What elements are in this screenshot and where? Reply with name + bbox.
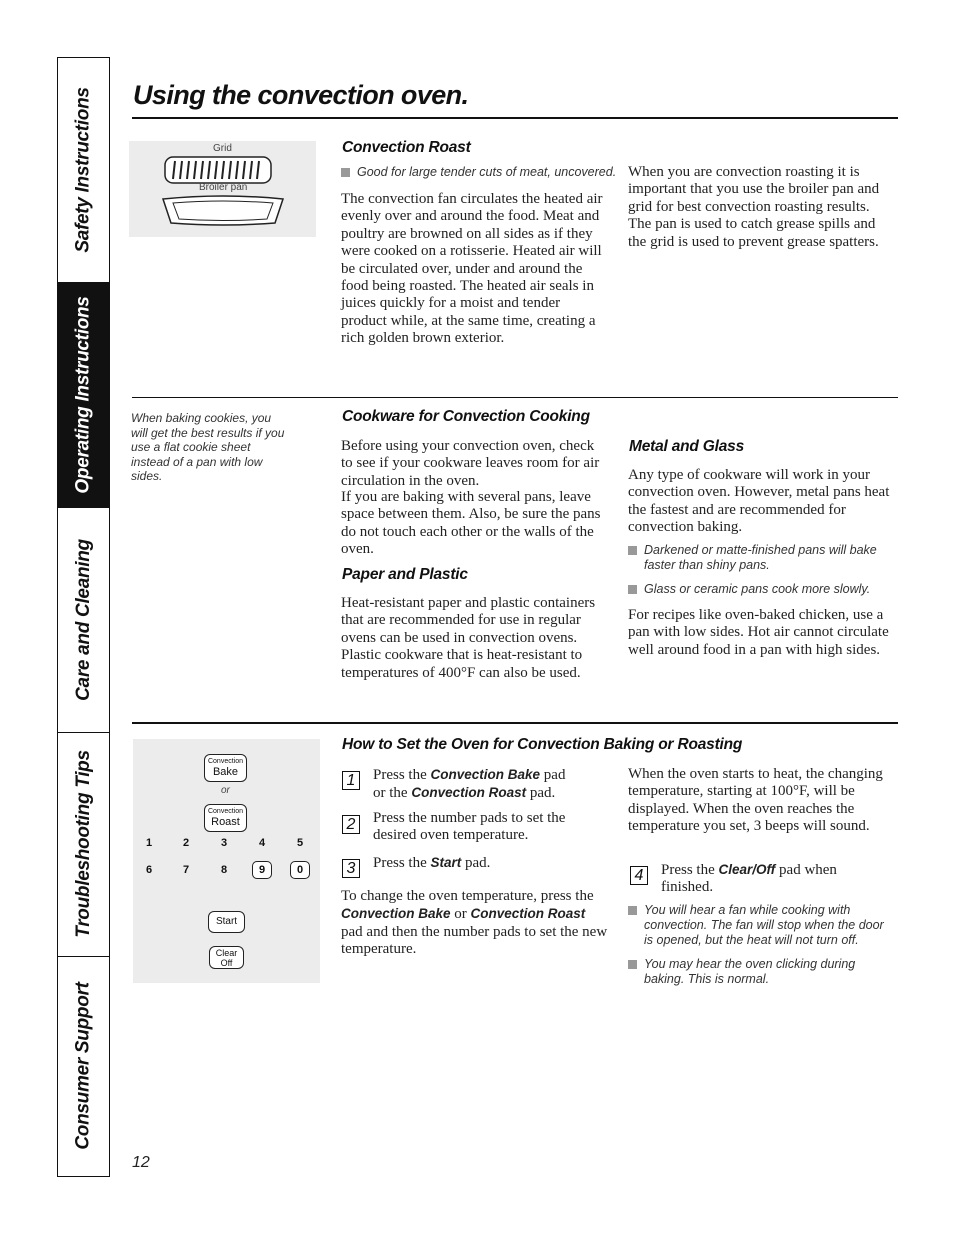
digit-pad-6[interactable]: 6: [145, 864, 153, 876]
broiler-pan-icon: [159, 193, 287, 229]
bullet-square-icon: [628, 960, 637, 969]
clear-label: Clear: [215, 948, 238, 958]
bullet-square-icon: [628, 585, 637, 594]
tab-safety-instructions[interactable]: [58, 58, 109, 283]
roast-tip: [341, 165, 621, 180]
bullet-square-icon: [341, 168, 350, 177]
step-1-keyword-2: Convection Roast: [411, 785, 527, 801]
digit-pad-4[interactable]: 4: [258, 837, 266, 849]
digit-pad-9[interactable]: 9: [252, 861, 272, 879]
digit-pad-8[interactable]: 8: [220, 864, 228, 876]
page-number: 12: [132, 1154, 150, 1171]
tab-label: Operating Instructions: [72, 296, 94, 494]
roast-tip-text: Good for large tender cuts of meat, uncovered.: [357, 165, 617, 179]
grid-label: Grid: [213, 143, 232, 154]
digit-pad-2[interactable]: 2: [182, 837, 190, 849]
metal-bullet-2: [628, 582, 890, 597]
tab-label: Safety Instructions: [72, 87, 94, 253]
step-3-a: Press the: [373, 855, 431, 871]
paper-plastic-heading: Paper and Plastic: [342, 566, 468, 583]
step-1-a: Press the: [373, 767, 431, 783]
metal-glass-heading: Metal and Glass: [629, 438, 745, 455]
change-b: or: [450, 906, 471, 923]
section-divider: [132, 722, 898, 724]
step-4-a: Press the: [661, 862, 719, 878]
broiler-pan-illustration: [129, 141, 316, 237]
change-temperature-text: [341, 888, 609, 959]
grid-icon: [163, 155, 275, 185]
step-4-b: pad when finished.: [661, 862, 837, 896]
fan-bullet-text: You will hear a fan while cooking with convection. The fan will stop when the door is opened, but the heat will not turn off.: [644, 903, 884, 947]
convection-bake-pad[interactable]: [204, 754, 247, 782]
change-a: To change the oven temperature, press the: [341, 888, 594, 904]
step-4-number: 4: [630, 866, 648, 885]
tab-label: Troubleshooting Tips: [72, 750, 94, 938]
convection-small-label: Convection: [207, 758, 244, 765]
step-1-c: or the: [373, 785, 412, 802]
metal-bullet-1-text: Darkened or matte-finished pans will bake faster than shiny pans.: [644, 543, 877, 572]
roast-label: Roast: [211, 816, 240, 828]
digit-pad-5[interactable]: 5: [296, 837, 304, 849]
clicking-bullet: [628, 957, 896, 987]
bullet-square-icon: [628, 906, 637, 915]
howto-heading: How to Set the Oven for Convection Baking or Roasting: [342, 736, 743, 753]
heating-description: When the oven starts to heat, the changing temperature, starting at 100°F, will be displayed. When the oven reaches the temperature you set, 3 beeps will sound.: [628, 766, 883, 835]
step-1-keyword-1: Convection Bake: [430, 767, 541, 782]
convection-roast-pad[interactable]: [204, 804, 247, 832]
control-panel-illustration: [133, 739, 320, 983]
start-pad[interactable]: Start: [208, 911, 245, 933]
step-2-text: Press the number pads to set the desired oven temperature.: [373, 810, 566, 844]
clear-off-pad[interactable]: [209, 946, 244, 969]
broiler-pan-label: Broiler pan: [199, 182, 248, 193]
section-tab-sidebar: [57, 57, 110, 1177]
metal-glass-body-2: For recipes like oven-baked chicken, use a pan with low sides. Hot air cannot circulate well around food in a pan with high sides.: [628, 607, 889, 658]
tab-label: Consumer Support: [72, 982, 94, 1150]
cookware-body-1: Before using your convection oven, check to see if your cookware leaves room for air circulation in the oven.: [341, 438, 600, 489]
convection-roast-heading: Convection Roast: [342, 139, 471, 156]
tab-label: Care and Cleaning: [72, 539, 94, 701]
off-label: Off: [220, 958, 233, 968]
change-keyword-2: Convection Roast: [470, 906, 586, 922]
digit-pad-1[interactable]: 1: [145, 837, 153, 849]
convection-small-label: Convection: [207, 808, 244, 815]
step-1-number: 1: [342, 771, 360, 790]
tab-troubleshooting-tips[interactable]: [58, 732, 109, 957]
metal-bullet-2-text: Glass or ceramic pans cook more slowly.: [644, 582, 871, 596]
bake-label: Bake: [212, 766, 239, 778]
page-title: Using the convection oven.: [133, 80, 469, 110]
metal-glass-body: Any type of cookware will work in your convection oven. However, metal pans heat the fastest and are recommended for convection baking.: [628, 467, 890, 536]
tab-consumer-support[interactable]: [58, 956, 109, 1176]
cookware-heading: Cookware for Convection Cooking: [342, 408, 590, 425]
change-c: pad and then the number pads to set the new temperature.: [341, 923, 608, 958]
or-label: or: [221, 785, 230, 796]
fan-bullet: [628, 903, 896, 948]
tab-care-and-cleaning[interactable]: [58, 508, 109, 733]
metal-bullet-1: [628, 543, 890, 573]
step-4-text: [661, 861, 886, 897]
step-2-number: 2: [342, 815, 360, 834]
section-divider: [132, 397, 898, 398]
step-3-number: 3: [342, 859, 360, 878]
digit-pad-0[interactable]: 0: [290, 861, 310, 879]
paper-plastic-body: Heat-resistant paper and plastic containers that are recommended for use in regular ovens can be used in convection ovens. Plastic cookware that is heat-resistant to temperatures of 400°F can also be used.: [341, 595, 596, 681]
tab-operating-instructions[interactable]: [58, 282, 109, 508]
step-3-keyword: Start: [430, 855, 462, 870]
clicking-bullet-text: You may hear the oven clicking during baking. This is normal.: [644, 957, 856, 986]
step-3-text: [373, 854, 608, 872]
digit-pad-3[interactable]: 3: [220, 837, 228, 849]
cookie-side-note: When baking cookies, you will get the best results if you use a flat cookie sheet instead of a pan with low sides.: [131, 411, 285, 483]
title-rule: [132, 117, 898, 119]
roast-body-1: The convection fan circulates the heated air evenly over and around the food. Meat and poultry are browned on all sides as if they were cooked on a rotisserie. Heated air will be circulated over, under and around the food being roasted. The heated air seals in juices quickly for a moist and tender product while, at the same time, creating a rich golden brown exterior.: [341, 191, 603, 347]
step-4-keyword: Clear/Off: [718, 862, 776, 877]
change-keyword-1: Convection Bake: [341, 906, 451, 922]
step-1-d: pad.: [526, 785, 556, 802]
digit-pad-7[interactable]: 7: [182, 864, 190, 876]
cookware-body-2: If you are baking with several pans, leave space between them. Also, be sure the pans do not touch each other or the walls of the oven.: [341, 489, 601, 558]
roast-body-2: When you are convection roasting it is important that you use the broiler pan and grid for best convection roasting results. The pan is used to catch grease spills and the grid is used to prevent grease spatters.: [628, 164, 880, 250]
step-3-b: pad.: [461, 855, 491, 871]
step-1-b: pad: [540, 767, 566, 783]
step-1-text: [373, 766, 608, 803]
bullet-square-icon: [628, 546, 637, 555]
